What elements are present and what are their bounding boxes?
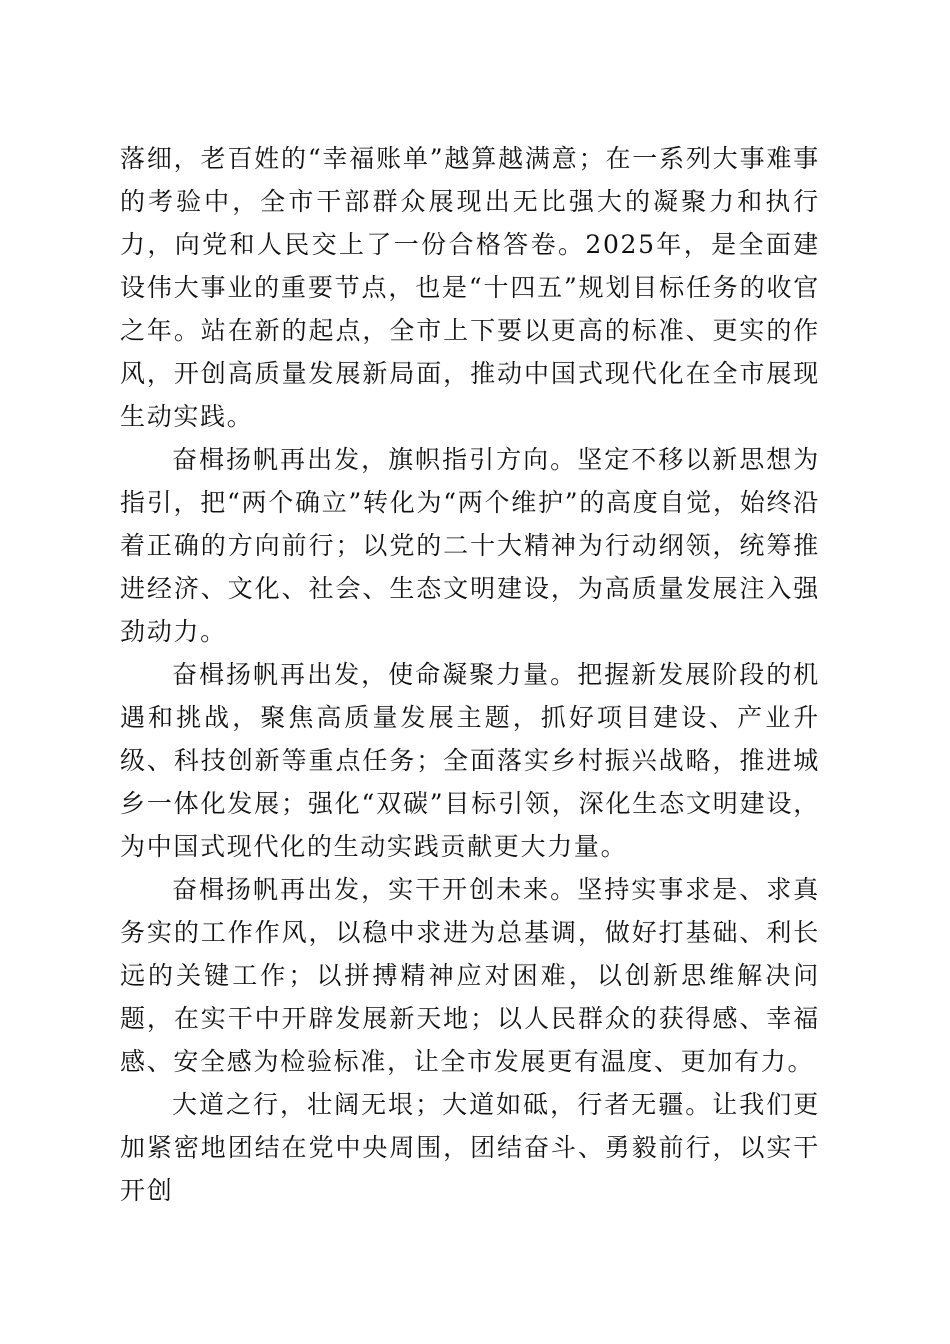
- paragraph-4: 奋楫扬帆再出发，实干开创未来。坚持实事求是、求真务实的工作作风，以稳中求进为总基调，做好打基础、利长远的关键工作；以拼搏精神应对困难，以创新思维解决问题，在实干中开辟发展新天地；以人民群众的获得感、幸福感、安全感为检验标准，让全市发展更有温度、更加有力。: [120, 875, 820, 1076]
- paragraph-1: 落细，老百姓的“幸福账单”越算越满意；在一系列大事难事的考验中，全市干部群众展现出无比强大的凝聚力和执行力，向党和人民交上了一份合格答卷。2025年，是全面建设伟大事业的重要节点，也是“十四五”规划目标任务的收官之年。站在新的起点，全市上下要以更高的标准、更实的作风，开创高质量发展新局面，推动中国式现代化在全市展现生动实践。: [120, 144, 820, 431]
- paragraph-2: 奋楫扬帆再出发，旗帜指引方向。坚定不移以新思想为指引，把“两个确立”转化为“两个维护”的高度自觉，始终沿着正确的方向前行；以党的二十大精神为行动纲领，统筹推进经济、文化、社会、生态文明建设，为高质量发展注入强劲动力。: [120, 445, 820, 646]
- paragraph-5: 大道之行，壮阔无垠；大道如砥，行者无疆。让我们更加紧密地团结在党中央周围，团结奋斗、勇毅前行，以实干开创: [120, 1090, 820, 1205]
- document-body: [120, 137, 820, 1212]
- paragraph-3: 奋楫扬帆再出发，使命凝聚力量。把握新发展阶段的机遇和挑战，聚焦高质量发展主题，抓好项目建设、产业升级、科技创新等重点任务；全面落实乡村振兴战略，推进城乡一体化发展；强化“双碳”目标引领，深化生态文明建设，为中国式现代化的生动实践贡献更大力量。: [120, 660, 820, 861]
